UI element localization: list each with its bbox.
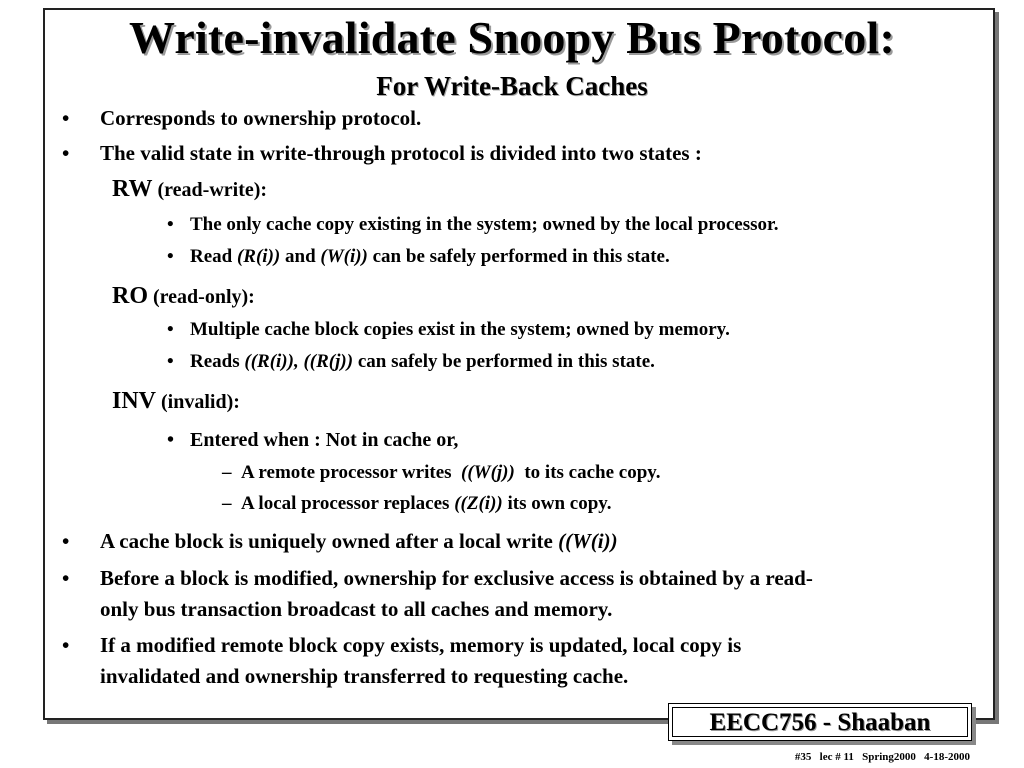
bullet-dot: • (62, 106, 70, 130)
bullet-dot: • (167, 429, 175, 451)
text-run: A remote processor writes (241, 462, 462, 483)
bullet-dot: • (167, 351, 174, 372)
bullet-dot: • (62, 566, 70, 590)
text-run-italic: ((R(i)), ((R(j)) (244, 351, 354, 372)
rw-point-1 (167, 213, 779, 237)
bullet-before-modified (62, 564, 813, 621)
text-run: and (280, 246, 321, 267)
rw-point-2 (167, 245, 670, 269)
bullet-text (241, 461, 661, 485)
bullet-text (190, 350, 655, 374)
text-run-italic: (W(i)) (320, 246, 368, 267)
course-badge (668, 703, 972, 741)
bullet-ownership (62, 104, 422, 132)
text-run: can be safely performed in this state. (367, 246, 670, 267)
ro-point-2 (167, 350, 655, 374)
bullet-uniquely-owned (62, 527, 618, 555)
bullet-text: Corresponds to ownership protocol. (100, 106, 422, 130)
state-rw-desc: (read-write): (152, 179, 268, 201)
text-run: Read (190, 246, 237, 267)
ro-point-1 (167, 318, 730, 342)
state-rw-heading (112, 176, 267, 203)
text-run: can safely be performed in this state. (353, 351, 655, 372)
state-ro-desc: (read-only): (148, 286, 255, 308)
bullet-dot: • (167, 246, 174, 267)
bullet-text (190, 245, 670, 269)
text-run-italic: (R(i)) (236, 246, 281, 267)
bullet-dot: • (62, 141, 70, 165)
state-rw-key: RW (112, 176, 153, 202)
dash-mark: – (222, 493, 232, 514)
text-run: its own copy. (502, 493, 612, 514)
bullet-dot: • (167, 319, 174, 340)
state-inv-heading (112, 388, 240, 415)
course-badge-label: EECC756 - Shaaban (672, 707, 968, 737)
inv-subpoint-1 (222, 461, 661, 485)
state-ro-heading (112, 283, 255, 310)
bullet-text-line-2: only bus transaction broadcast to all caches and memory. (100, 597, 613, 621)
dash-mark: – (222, 462, 232, 483)
bullet-text (241, 492, 611, 516)
bullet-modified-remote (62, 631, 742, 688)
text-run-italic: ((Z(i)) (454, 493, 503, 514)
bullet-text (100, 527, 618, 555)
bullet-text: Entered when : Not in cache or, (190, 429, 459, 451)
footer-note: #35 lec # 11 Spring2000 4-18-2000 (794, 751, 970, 763)
state-inv-key: INV (112, 388, 157, 414)
bullet-valid-state (62, 139, 702, 167)
inv-subpoint-2 (222, 492, 612, 516)
state-inv-desc: (invalid): (156, 391, 240, 413)
slide-subtitle: For Write-Back Caches (376, 71, 648, 101)
bullet-text: The only cache copy existing in the system; owned by the local processor. (190, 214, 779, 235)
bullet-dot: • (62, 529, 70, 553)
text-run: Reads (190, 351, 245, 372)
bullet-text-line-1: Before a block is modified, ownership for exclusive access is obtained by a read- (100, 566, 813, 590)
text-run: A local processor replaces (241, 493, 455, 514)
bullet-text: The valid state in write-through protocol is divided into two states : (100, 141, 702, 165)
bullet-dot: • (62, 633, 70, 657)
text-run: A cache block is uniquely owned after a local write (100, 529, 559, 553)
bullet-text-line-1: If a modified remote block copy exists, memory is updated, local copy is (100, 633, 742, 657)
text-run: to its cache copy. (514, 462, 661, 483)
bullet-text-line-2: invalidated and ownership transferred to requesting cache. (100, 664, 629, 688)
bullet-dot: • (167, 214, 174, 235)
bullet-text: Multiple cache block copies exist in the system; owned by memory. (190, 319, 730, 340)
inv-point-1 (167, 427, 459, 453)
text-run-italic: ((W(j)) (461, 462, 515, 483)
state-ro-key: RO (112, 283, 148, 309)
slide-title: Write-invalidate Snoopy Bus Protocol: (129, 12, 895, 63)
text-run-italic: ((W(i)) (558, 529, 618, 553)
